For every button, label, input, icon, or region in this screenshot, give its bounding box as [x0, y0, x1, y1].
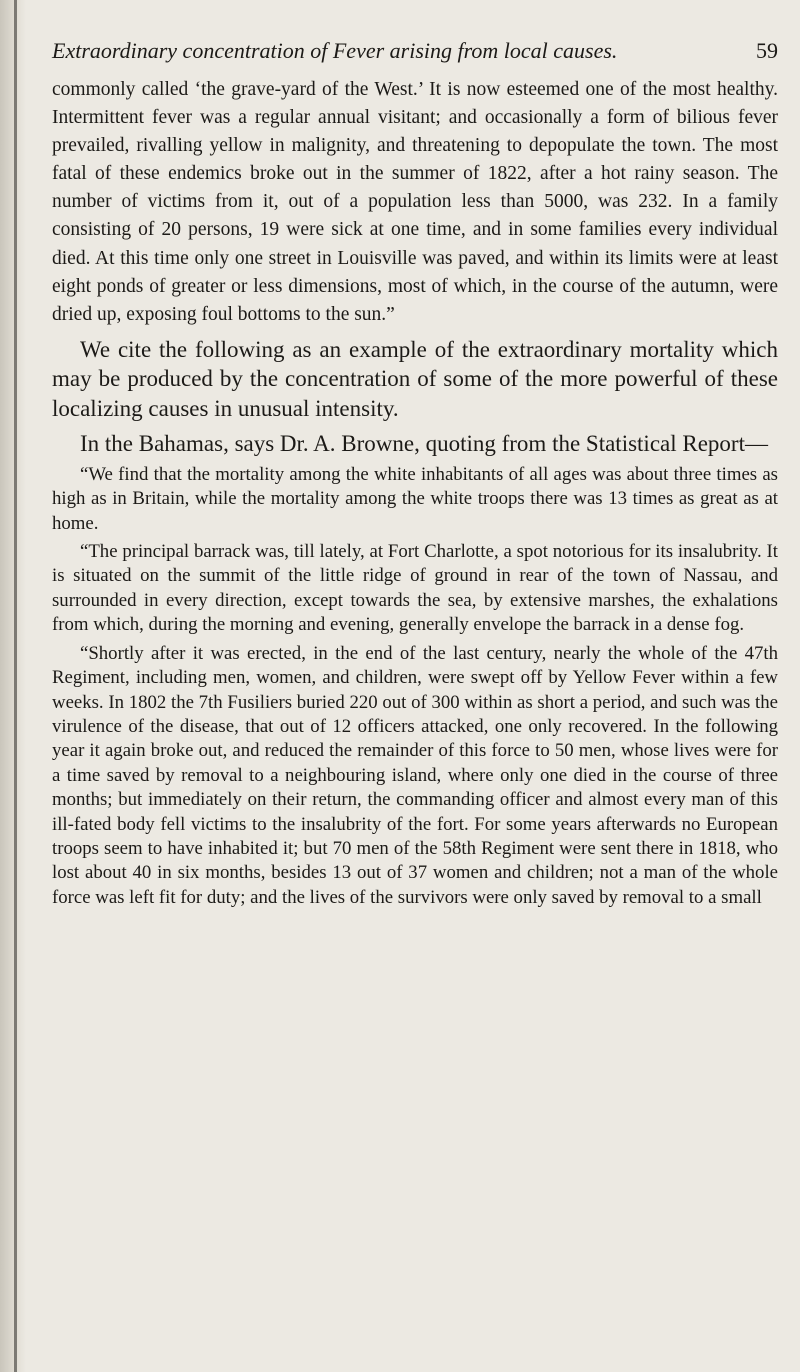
paragraph-bahamas-intro: In the Bahamas, says Dr. A. Browne, quoting from the Statistical Report— [80, 431, 768, 457]
page-gutter-shadow [0, 0, 26, 1372]
paragraph-louisville-quote: commonly called ‘the grave-yard of the West.’ It is now esteemed one of the most healthy. Intermittent fever was a regular annual visitant; and occasionally a form of bilious fever prevailed, rivalling yellow in malignity, and threatening to depopulate the town. The most fatal of these endemics broke out in the summer of 1822, after a hot rainy season. The number of victims from it, out of a population less than 5000, was 232. In a family consisting of 20 persons, 19 were sick at one time, and in some families every individual died. At this time only one street in Louisville was paved, and within its limits were at least eight ponds of greater or less dimensions, most of which, in the course of the autumn, were dried up, exposing foul bottoms to the sun.” [52, 79, 778, 325]
paragraph-example-intro: We cite the following as an example of the extraordinary mortality which may be produced by the concentration of some of the more powerful of these localizing causes in unusual intensity. [52, 336, 778, 421]
binding-edge [14, 0, 17, 1372]
paragraph-regiment-quote: “Shortly after it was erected, in the end of the last century, nearly the whole of the 47th Regiment, including men, women, and children, were swept off by Yellow Fever within a few weeks. In 1802 the 7th Fusiliers buried 220 out of 300 within as short a period, and such was the virulence of the disease, that out of 12 officers attacked, one only recovered. In the following year it again broke out, and reduced the remainder of this force to 50 men, whose lives were for a time saved by removal to a neighbouring island, where only one died in the course of three months; but immediately on their return, the commanding officer and almost every man of this ill-fated body fell victims to the insalubrity of the fort. For some years afterwards no European troops seem to have inhabited it; but 70 men of the 58th Regiment were sent there in 1818, who lost about 40 in six months, besides 13 out of 37 women and children; not a man of the whole force was left fit for duty; and the lives of the survivors were only saved by removal to a small [52, 642, 778, 908]
paragraph-barrack-quote: “The principal barrack was, till lately, at Fort Charlotte, a spot notorious for its insalubrity. It is situated on the summit of the little ridge of ground in rear of the town of Nassau, and surrounded in every direction, except towards the sea, by extensive marshes, the exhalations from which, during the morning and evening, generally envelope the barrack in a dense fog. [52, 541, 778, 636]
book-page [52, 38, 778, 910]
page-number: 59 [756, 38, 778, 63]
running-header [52, 38, 778, 64]
running-title: Extraordinary concentration of Fever arising from local causes. [52, 38, 618, 63]
paragraph-mortality-quote: “We find that the mortality among the white inhabitants of all ages was about three times as high as in Britain, while the mortality among the white troops there was 13 times as great as at home. [52, 463, 778, 534]
